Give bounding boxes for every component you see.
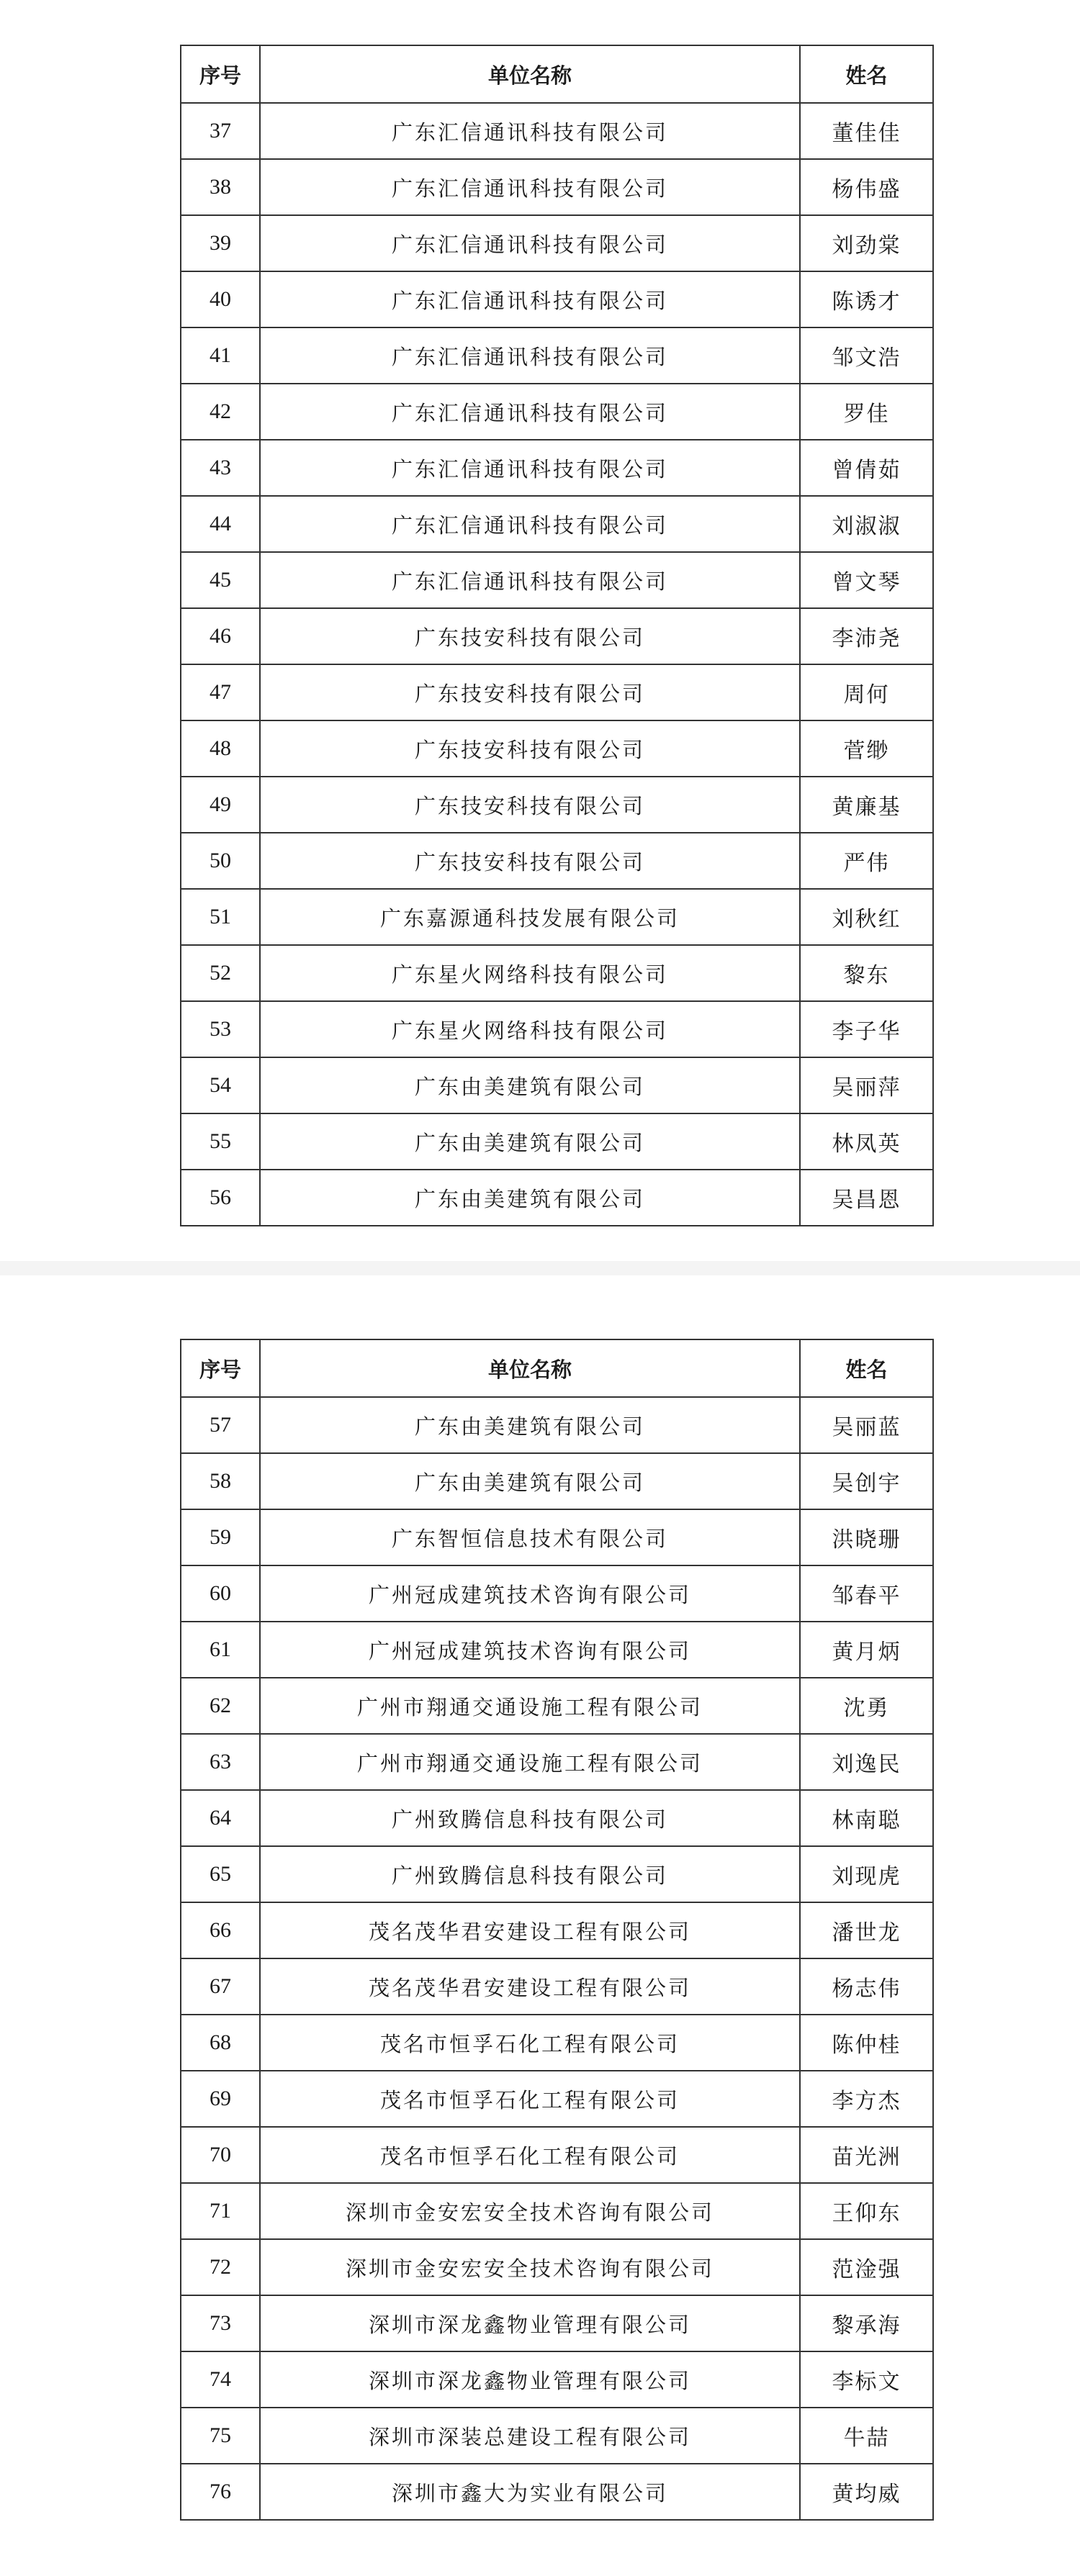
person-name-cell: 林凤英 [800, 1113, 933, 1170]
person-name-cell: 陈诱才 [800, 271, 933, 327]
table-row [181, 2183, 933, 2239]
unit-name-cell: 广东技安科技有限公司 [260, 777, 800, 833]
person-name-cell: 菅缈 [800, 720, 933, 777]
table-row [181, 496, 933, 552]
table-row [181, 945, 933, 1001]
person-name-cell: 刘劲棠 [800, 215, 933, 271]
unit-name-cell: 深圳市鑫大为实业有限公司 [260, 2464, 800, 2520]
person-name-cell: 黎承海 [800, 2295, 933, 2351]
unit-name-cell: 广东智恒信息技术有限公司 [260, 1509, 800, 1565]
table-row [181, 327, 933, 384]
serial-number-cell: 54 [181, 1057, 260, 1113]
unit-name-cell: 广东技安科技有限公司 [260, 608, 800, 664]
document-page-1 [0, 0, 1080, 1275]
serial-number-cell: 39 [181, 215, 260, 271]
table-row [181, 1453, 933, 1509]
person-name-cell: 苗光洲 [800, 2127, 933, 2183]
table-row [181, 777, 933, 833]
unit-name-cell: 广东汇信通讯科技有限公司 [260, 552, 800, 608]
table-row [181, 552, 933, 608]
unit-name-cell: 广东汇信通讯科技有限公司 [260, 159, 800, 215]
person-name-cell: 邹春平 [800, 1565, 933, 1622]
serial-number-cell: 57 [181, 1397, 260, 1453]
table-row [181, 103, 933, 159]
unit-name-cell: 深圳市深龙鑫物业管理有限公司 [260, 2295, 800, 2351]
serial-number-cell: 40 [181, 271, 260, 327]
serial-number-cell: 74 [181, 2351, 260, 2408]
serial-number-cell: 44 [181, 496, 260, 552]
header-person-name: 姓名 [800, 1339, 933, 1397]
unit-name-cell: 深圳市金安宏安全技术咨询有限公司 [260, 2183, 800, 2239]
serial-number-cell: 48 [181, 720, 260, 777]
unit-name-cell: 广东汇信通讯科技有限公司 [260, 384, 800, 440]
person-name-cell: 林南聪 [800, 1790, 933, 1846]
unit-name-cell: 广东由美建筑有限公司 [260, 1397, 800, 1453]
unit-name-cell: 广东由美建筑有限公司 [260, 1453, 800, 1509]
table-body-1 [181, 103, 933, 1226]
person-name-cell: 杨伟盛 [800, 159, 933, 215]
unit-name-cell: 茂名茂华君安建设工程有限公司 [260, 1902, 800, 1958]
unit-name-cell: 广东汇信通讯科技有限公司 [260, 496, 800, 552]
serial-number-cell: 64 [181, 1790, 260, 1846]
table-row [181, 1902, 933, 1958]
serial-number-cell: 37 [181, 103, 260, 159]
person-name-cell: 刘逸民 [800, 1734, 933, 1790]
serial-number-cell: 45 [181, 552, 260, 608]
header-serial-number: 序号 [181, 1339, 260, 1397]
person-name-cell: 曾文琴 [800, 552, 933, 608]
unit-name-cell: 广东汇信通讯科技有限公司 [260, 103, 800, 159]
table-row [181, 1622, 933, 1678]
table-row [181, 664, 933, 720]
unit-name-cell: 广东技安科技有限公司 [260, 664, 800, 720]
table-header-row [181, 45, 933, 103]
unit-name-cell: 广州致腾信息科技有限公司 [260, 1846, 800, 1902]
table-row [181, 833, 933, 889]
unit-name-cell: 广东汇信通讯科技有限公司 [260, 271, 800, 327]
unit-name-cell: 广东技安科技有限公司 [260, 720, 800, 777]
person-name-cell: 陈仲桂 [800, 2015, 933, 2071]
unit-name-cell: 深圳市深装总建设工程有限公司 [260, 2408, 800, 2464]
person-name-cell: 范淦强 [800, 2239, 933, 2295]
unit-name-cell: 广东汇信通讯科技有限公司 [260, 440, 800, 496]
person-name-cell: 李子华 [800, 1001, 933, 1057]
unit-name-cell: 广东技安科技有限公司 [260, 833, 800, 889]
serial-number-cell: 66 [181, 1902, 260, 1958]
table-row [181, 1565, 933, 1622]
table-row [181, 1678, 933, 1734]
unit-name-cell: 茂名茂华君安建设工程有限公司 [260, 1958, 800, 2015]
unit-name-cell: 茂名市恒孚石化工程有限公司 [260, 2071, 800, 2127]
table-row [181, 2071, 933, 2127]
unit-name-cell: 广东由美建筑有限公司 [260, 1170, 800, 1226]
unit-name-cell: 广东由美建筑有限公司 [260, 1113, 800, 1170]
header-serial-number: 序号 [181, 45, 260, 103]
serial-number-cell: 76 [181, 2464, 260, 2520]
table-row [181, 1734, 933, 1790]
serial-number-cell: 65 [181, 1846, 260, 1902]
unit-name-cell: 广州致腾信息科技有限公司 [260, 1790, 800, 1846]
roster-table-1 [180, 45, 934, 1226]
serial-number-cell: 73 [181, 2295, 260, 2351]
table-row [181, 1113, 933, 1170]
table-row [181, 1397, 933, 1453]
serial-number-cell: 38 [181, 159, 260, 215]
table-row [181, 1509, 933, 1565]
unit-name-cell: 深圳市金安宏安全技术咨询有限公司 [260, 2239, 800, 2295]
document-page-2 [0, 1275, 1080, 2576]
person-name-cell: 董佳佳 [800, 103, 933, 159]
table-row [181, 159, 933, 215]
table-row [181, 271, 933, 327]
table-row [181, 1790, 933, 1846]
person-name-cell: 邹文浩 [800, 327, 933, 384]
person-name-cell: 刘淑淑 [800, 496, 933, 552]
header-unit-name: 单位名称 [260, 45, 800, 103]
unit-name-cell: 深圳市深龙鑫物业管理有限公司 [260, 2351, 800, 2408]
table-row [181, 2015, 933, 2071]
table-row [181, 215, 933, 271]
serial-number-cell: 63 [181, 1734, 260, 1790]
person-name-cell: 李方杰 [800, 2071, 933, 2127]
table-row [181, 1846, 933, 1902]
serial-number-cell: 72 [181, 2239, 260, 2295]
unit-name-cell: 广东由美建筑有限公司 [260, 1057, 800, 1113]
person-name-cell: 罗佳 [800, 384, 933, 440]
serial-number-cell: 61 [181, 1622, 260, 1678]
unit-name-cell: 广东嘉源通科技发展有限公司 [260, 889, 800, 945]
serial-number-cell: 51 [181, 889, 260, 945]
unit-name-cell: 广州市翔通交通设施工程有限公司 [260, 1734, 800, 1790]
person-name-cell: 刘秋红 [800, 889, 933, 945]
person-name-cell: 吴丽蓝 [800, 1397, 933, 1453]
serial-number-cell: 71 [181, 2183, 260, 2239]
serial-number-cell: 53 [181, 1001, 260, 1057]
person-name-cell: 洪晓珊 [800, 1509, 933, 1565]
unit-name-cell: 茂名市恒孚石化工程有限公司 [260, 2127, 800, 2183]
header-unit-name: 单位名称 [260, 1339, 800, 1397]
serial-number-cell: 70 [181, 2127, 260, 2183]
serial-number-cell: 49 [181, 777, 260, 833]
table-row [181, 2295, 933, 2351]
person-name-cell: 黄廉基 [800, 777, 933, 833]
table-row [181, 1057, 933, 1113]
unit-name-cell: 广州冠成建筑技术咨询有限公司 [260, 1622, 800, 1678]
person-name-cell: 沈勇 [800, 1678, 933, 1734]
serial-number-cell: 55 [181, 1113, 260, 1170]
serial-number-cell: 60 [181, 1565, 260, 1622]
serial-number-cell: 59 [181, 1509, 260, 1565]
person-name-cell: 李沛尧 [800, 608, 933, 664]
person-name-cell: 潘世龙 [800, 1902, 933, 1958]
serial-number-cell: 47 [181, 664, 260, 720]
unit-name-cell: 广东汇信通讯科技有限公司 [260, 215, 800, 271]
unit-name-cell: 广州冠成建筑技术咨询有限公司 [260, 1565, 800, 1622]
person-name-cell: 李标文 [800, 2351, 933, 2408]
serial-number-cell: 42 [181, 384, 260, 440]
serial-number-cell: 69 [181, 2071, 260, 2127]
serial-number-cell: 68 [181, 2015, 260, 2071]
table-row [181, 608, 933, 664]
serial-number-cell: 41 [181, 327, 260, 384]
serial-number-cell: 62 [181, 1678, 260, 1734]
serial-number-cell: 52 [181, 945, 260, 1001]
serial-number-cell: 67 [181, 1958, 260, 2015]
person-name-cell: 杨志伟 [800, 1958, 933, 2015]
table-row [181, 440, 933, 496]
unit-name-cell: 广东星火网络科技有限公司 [260, 945, 800, 1001]
table-row [181, 1170, 933, 1226]
table-header-row [181, 1339, 933, 1397]
serial-number-cell: 58 [181, 1453, 260, 1509]
table-row [181, 1958, 933, 2015]
table-row [181, 384, 933, 440]
person-name-cell: 吴昌恩 [800, 1170, 933, 1226]
unit-name-cell: 广州市翔通交通设施工程有限公司 [260, 1678, 800, 1734]
person-name-cell: 吴创宇 [800, 1453, 933, 1509]
person-name-cell: 黎东 [800, 945, 933, 1001]
person-name-cell: 王仰东 [800, 2183, 933, 2239]
table-row [181, 889, 933, 945]
serial-number-cell: 75 [181, 2408, 260, 2464]
serial-number-cell: 56 [181, 1170, 260, 1226]
unit-name-cell: 茂名市恒孚石化工程有限公司 [260, 2015, 800, 2071]
person-name-cell: 黄均威 [800, 2464, 933, 2520]
table-row [181, 2239, 933, 2295]
table-row [181, 2464, 933, 2520]
person-name-cell: 黄月炳 [800, 1622, 933, 1678]
person-name-cell: 牛喆 [800, 2408, 933, 2464]
person-name-cell: 吴丽萍 [800, 1057, 933, 1113]
table-row [181, 720, 933, 777]
table-row [181, 2351, 933, 2408]
person-name-cell: 刘现虎 [800, 1846, 933, 1902]
serial-number-cell: 50 [181, 833, 260, 889]
header-person-name: 姓名 [800, 45, 933, 103]
serial-number-cell: 43 [181, 440, 260, 496]
table-row [181, 1001, 933, 1057]
serial-number-cell: 46 [181, 608, 260, 664]
person-name-cell: 曾倩茹 [800, 440, 933, 496]
unit-name-cell: 广东汇信通讯科技有限公司 [260, 327, 800, 384]
person-name-cell: 严伟 [800, 833, 933, 889]
person-name-cell: 周何 [800, 664, 933, 720]
roster-table-2 [180, 1339, 934, 2521]
unit-name-cell: 广东星火网络科技有限公司 [260, 1001, 800, 1057]
table-row [181, 2127, 933, 2183]
table-body-2 [181, 1397, 933, 2520]
table-row [181, 2408, 933, 2464]
